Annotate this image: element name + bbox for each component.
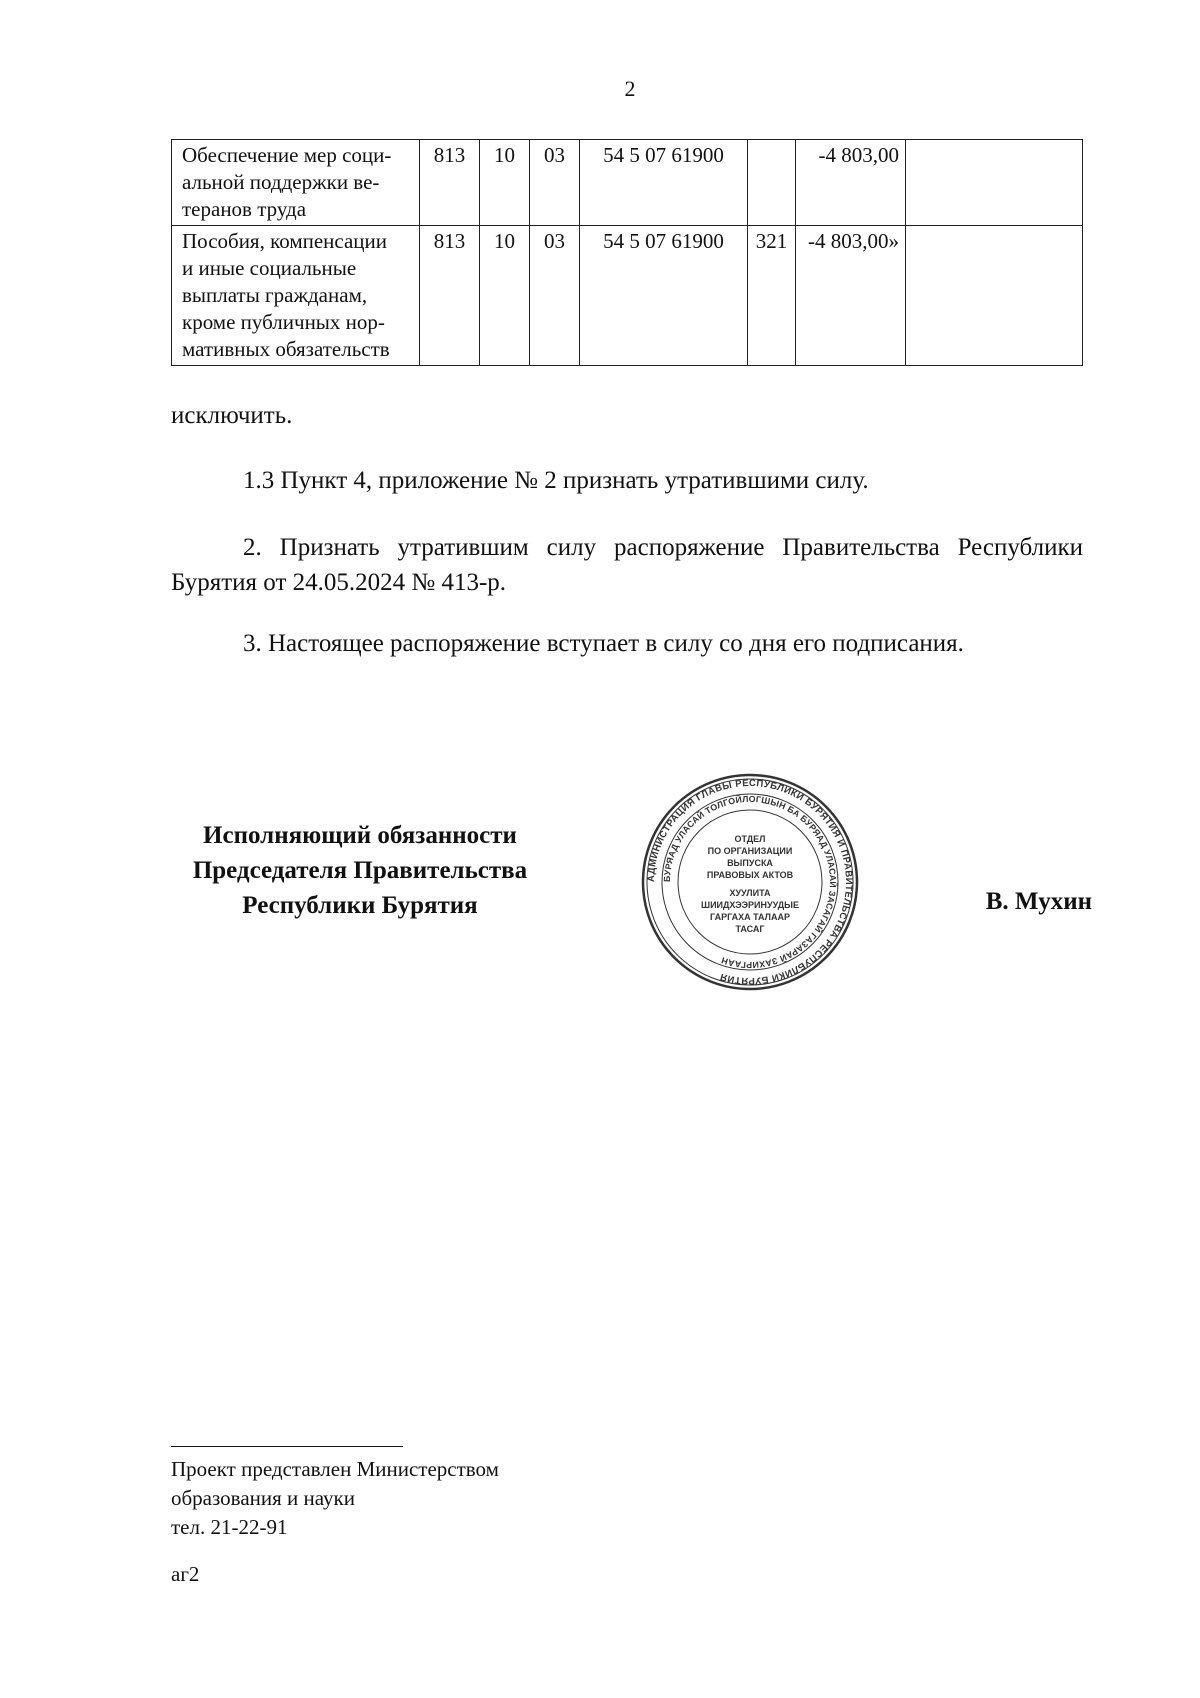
page-number: 2 [624, 76, 636, 101]
svg-text:ПО ОРГАНИЗАЦИИ: ПО ОРГАНИЗАЦИИ [707, 846, 793, 856]
target-article-cell: 54 5 07 61900 [580, 140, 748, 226]
footer-divider [171, 1446, 403, 1447]
stamp-center-text [701, 834, 799, 934]
paragraph-1-3: 1.3 Пункт 4, приложение № 2 признать утратившими силу. [243, 467, 869, 494]
empty-cell [906, 226, 1083, 366]
paragraph-3: 3. Настоящее распоряжение вступает в силу со дня его подписания. [243, 630, 964, 657]
exclude-paragraph: исключить. [171, 402, 293, 429]
svg-text:ШИИДХЭЭРИНУУДЫЕ: ШИИДХЭЭРИНУУДЫЕ [701, 900, 799, 910]
table-row [172, 140, 1083, 226]
signer-title-line: Республики Бурятия [242, 892, 478, 919]
svg-text:ТАСАГ: ТАСАГ [735, 924, 765, 934]
footer-note [171, 1455, 499, 1542]
budget-table [171, 139, 1083, 366]
ministry-code-cell: 813 [420, 226, 480, 366]
ministry-code-cell: 813 [420, 140, 480, 226]
stamp-rings [643, 775, 857, 989]
row-name-line: Пособия, компенсации [182, 229, 388, 253]
footer-line: Проект представлен Министерством [171, 1457, 499, 1481]
svg-text:ХУУЛИТА: ХУУЛИТА [729, 888, 771, 898]
row-name-line: и иные социальные [182, 256, 357, 280]
document-code: аг2 [171, 1562, 200, 1586]
svg-text:ОТДЕЛ: ОТДЕЛ [734, 834, 766, 844]
signer-title-line: Исполняющий обязанности [203, 822, 517, 849]
row-name-cell [172, 226, 420, 366]
table-row [172, 226, 1083, 366]
amount-cell: -4 803,00 [796, 140, 906, 226]
svg-text:ВЫПУСКА: ВЫПУСКА [727, 858, 773, 868]
footer-line: образования и науки [171, 1486, 355, 1510]
signer-name: В. Мухин [985, 888, 1092, 915]
row-name-line: выплаты гражданам, [182, 283, 368, 307]
amount-cell: -4 803,00» [796, 226, 906, 366]
empty-cell [906, 140, 1083, 226]
subsection-cell: 03 [530, 226, 580, 366]
section-cell: 10 [480, 140, 530, 226]
stamp-inner-text: БУРЯАД УЛАСАЙ ТОЛГОЙЛОГШЫН БА БУРЯАД УЛАСАЙ ЗАСАГАЙ ГАЗАРАЙ ЗАХИРГААН [661, 793, 839, 971]
row-name-line: теранов труда [182, 197, 307, 221]
target-article-cell: 54 5 07 61900 [580, 226, 748, 366]
expense-type-cell [748, 140, 796, 226]
row-name-line: Обеспечение мер соци- [182, 143, 392, 167]
signer-title-line: Председателя Правительства [192, 857, 528, 884]
official-stamp-seal [640, 772, 860, 992]
row-name-line: мативных обязательств [182, 337, 390, 361]
subsection-cell: 03 [530, 140, 580, 226]
footer-phone: тел. 21-22-91 [171, 1515, 288, 1539]
row-name-cell [172, 140, 420, 226]
paragraph-2: 2. Признать утратившим силу распоряжение Правительства Республики Бурятия от 24.05.2024 № 413-р. [171, 534, 1083, 596]
section-cell: 10 [480, 226, 530, 366]
expense-type-cell: 321 [748, 226, 796, 366]
svg-text:ГАРГАХА ТАЛААР: ГАРГАХА ТАЛААР [710, 912, 790, 922]
stamp-outer-text: АДМИНИСТРАЦИЯ ГЛАВЫ РЕСПУБЛИКИ БУРЯТИЯ И ПРАВИТЕЛЬСТВА РЕСПУБЛИКИ БУРЯТИЯ [645, 777, 855, 987]
svg-text:ПРАВОВЫХ АКТОВ: ПРАВОВЫХ АКТОВ [706, 870, 794, 880]
row-name-line: альной поддержки ве- [182, 170, 380, 194]
signer-title [170, 818, 550, 923]
row-name-line: кроме публичных нор- [182, 310, 385, 334]
